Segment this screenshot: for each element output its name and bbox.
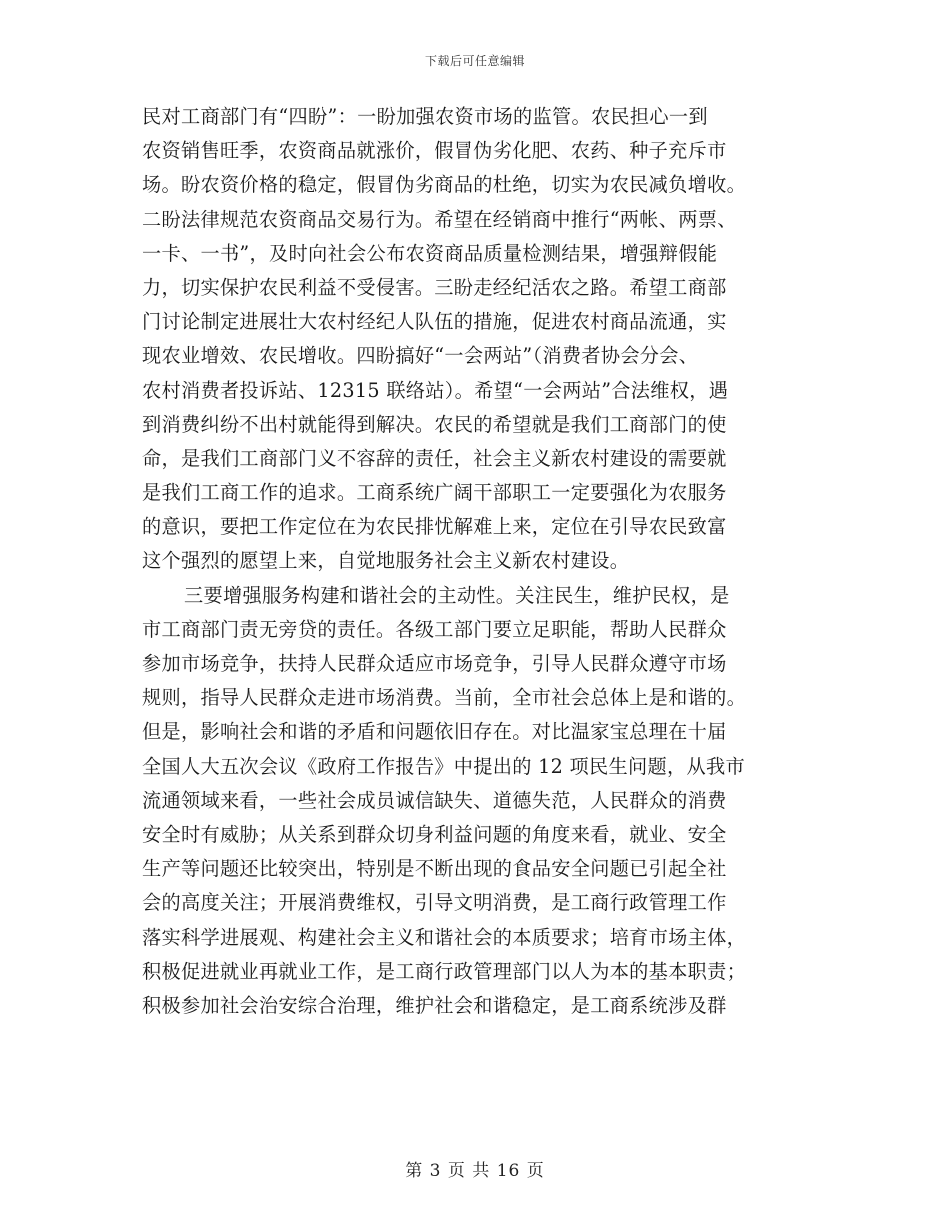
text-line: 一卡、一书”，及时向社会公布农资商品质量检测结果，增强辩假能 — [142, 241, 718, 265]
text-line: 全国人大五次会议《政府工作报告》中提出的 12 项民生问题，从我市 — [142, 754, 745, 778]
page-header: 下载后可任意编辑 — [424, 54, 525, 68]
text-line: 参加市场竞争，扶持人民群众适应市场竞争，引导人民群众遵守市场 — [142, 652, 727, 675]
text-line: 二盼法律规范农资商品交易行为。希望在经销商中推行“两帐、两票、 — [142, 207, 737, 231]
text-line: 积极参加社会治安综合治理，维护社会和谐稳定，是工商系统涉及群 — [142, 993, 727, 1017]
text-line: 到消费纠纷不出村就能得到解决。农民的希望就是我们工商部门的使 — [142, 412, 727, 436]
text-line: 积极促进就业再就业工作，是工商行政管理部门以人为本的基本职责； — [142, 959, 747, 983]
text-line: 这个强烈的愿望上来，自觉地服务社会主义新农村建设。 — [142, 549, 630, 573]
text-line: 但是，影响社会和谐的矛盾和问题依旧存在。对比温家宝总理在十届 — [142, 720, 727, 744]
page-number-footer: 第 3 页 共 16 页 — [405, 1161, 545, 1181]
text-line: 民对工商部门有“四盼”：一盼加强农资市场的监管。农民担心一到 — [142, 105, 708, 128]
text-line: 农村消费者投诉站、12315 联络站）。希望“一会两站”合法维权，遇 — [142, 378, 729, 402]
text-line: 落实科学进展观、构建社会主义和谐社会的本质要求；培育市场主体， — [142, 925, 747, 949]
text-line: 现农业增效、农民增收。四盼搞好“一会两站”（消费者协会分会、 — [142, 344, 699, 368]
text-line: 市工商部门责无旁贷的责任。各级工部门要立足职能，帮助人民群众 — [142, 617, 727, 641]
document-body — [142, 100, 802, 1023]
text-line: 门讨论制定进展壮大农村经纪人队伍的措施，促进农村商品流通，实 — [142, 310, 727, 334]
text-line: 安全时有威胁；从关系到群众切身利益问题的角度来看，就业、安全 — [142, 822, 727, 846]
paragraph-start-line: 三要增强服务构建和谐社会的主动性。关注民生，维护民权，是 — [184, 583, 730, 607]
text-line: 农资销售旺季，农资商品就涨价，假冒伪劣化肥、农药、种子充斥市 — [142, 139, 727, 163]
text-line: 规则，指导人民群众走进市场消费。当前，全市社会总体上是和谐的。 — [142, 686, 747, 710]
text-line: 场。盼农资价格的稳定，假冒伪劣商品的杜绝，切实为农民减负增收。 — [142, 173, 747, 197]
text-line: 生产等问题还比较突出，特别是不断出现的食品安全问题已引起全社 — [142, 857, 727, 881]
text-line: 是我们工商工作的追求。工商系统广阔干部职工一定要强化为农服务 — [142, 481, 727, 505]
text-line: 的意识，要把工作定位在为农民排忧解难上来，定位在引导农民致富 — [142, 515, 727, 539]
text-line: 命，是我们工商部门义不容辞的责任，社会主义新农村建设的需要就 — [142, 446, 727, 470]
text-line: 流通领域来看，一些社会成员诚信缺失、道德失范，人民群众的消费 — [142, 788, 727, 812]
text-line: 力，切实保护农民利益不受侵害。三盼走经纪活农之路。希望工商部 — [142, 275, 727, 299]
text-line: 会的高度关注；开展消费维权，引导文明消费，是工商行政管理工作 — [142, 891, 727, 915]
